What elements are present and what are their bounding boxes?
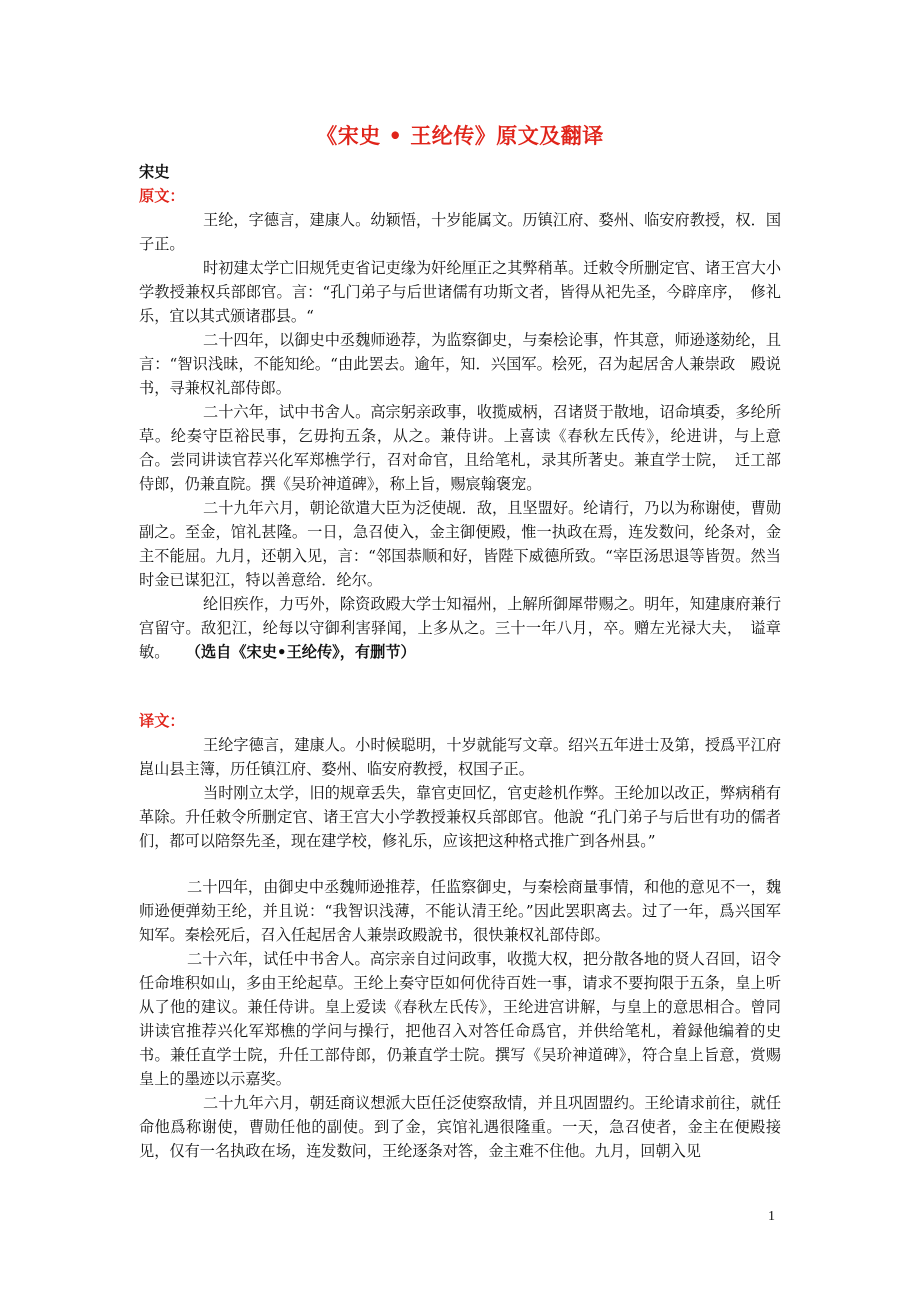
document-body bbox=[139, 160, 797, 1163]
original-paragraph-text: 纶旧疾作，力丐外，除资政殿大学士知福州，上解所御犀带赐之。明年，知建康府兼行宫留守。敌犯江，纶每以守御利害驿闻，上多从之。三十一年八月，卒。赠左光禄大夫， 谥章敏。 bbox=[139, 595, 781, 661]
page-number: 1 bbox=[768, 1209, 775, 1224]
original-paragraph: 王纶，字德言，建康人。幼颖悟，十岁能属文。历镇江府、婺州、临安府教授，权．国子正。 bbox=[139, 211, 781, 253]
original-paragraph: 二十九年六月，朝论欲遣大臣为泛使觇．敌，且坚盟好。纶请行，乃以为称谢使，曹勋 副之。至金，馆礼甚隆。一日，急召使入，金主御便殿，惟一执政在焉，连发数问，纶条对，金主不能屈。九月，还朝入见，言：“邻国恭顺和好，皆陛下威德所致。“宰臣汤思退等皆贺。然当时金已谋犯江，特以善意给．纶尔。 bbox=[139, 499, 797, 589]
translation-paragraph: 二十四年，由御史中丞魏师逊推荐，任监察御史，与秦桧商量事情，和他的意见不一，魏师逊便弹劾王纶，并且说：“我智识浅薄，不能认清王纶。”因此罢职离去。过了一年，爲兴国军知军。秦桧死后，召入任起居舍人兼崇政殿說书，很快兼权礼部侍郎。 bbox=[139, 878, 781, 944]
translation-paragraph: 二十六年，试任中书舍人。高宗亲自过问政事，收揽大权，把分散各地的贤人召回，诏令任命堆积如山，多由王纶起草。王纶上奏守臣如何优待百姓一事，请求不要拘限于五条，皇上听从了他的建议。兼任侍讲。皇上爱读《春秋左氏传》，王纶进宫讲解，与皇上的意思相合。曾同讲读官推荐兴化军郑樵的学问与操行，把他召入对答任命爲官，并供给笔札，着録他编着的史书。兼任直学士院，升任工部侍郎，仍兼直学士院。撰写《吴玠神道碑》，符合皇上旨意，赏赐皇上的墨迹以示嘉奖。 bbox=[139, 950, 781, 1088]
original-text bbox=[139, 208, 797, 664]
page-title: 《宋史 • 王纶传》原文及翻译 bbox=[316, 123, 604, 148]
original-paragraph: 二十六年，试中书舍人。高宗躬亲政事，收揽威柄，召诸贤于散地，诏命填委，多纶所草。纶奏守臣裕民事，乞毋拘五条，从之。兼侍讲。上喜读《春秋左氏传》，纶进讲，与上意合。尝同讲读官荐兴化军郑樵学行，召对命官，且给笔札，录其所著史。兼直学士院， 迁工部侍郎，仍兼直院。撰《吴玠神道碑》，称上旨，赐宸翰褒宠。 bbox=[139, 403, 781, 493]
spacer bbox=[139, 853, 781, 875]
translation-paragraph: 王纶字德言，建康人。小时候聪明，十岁就能写文章。绍兴五年进士及第，授爲平江府崑山县主簿，历任镇江府、婺州、临安府教授，权国子正。 bbox=[139, 736, 781, 778]
translation-label: 译文： bbox=[139, 712, 185, 730]
book-label: 宋史 bbox=[139, 163, 170, 181]
original-paragraph: 二十四年，以御史中丞魏师逊荐，为监察御史，与秦桧论事，忤其意，师逊遂劾纶，且言：“智识浅昧，不能知纶。“由此罢去。逾年，知．兴国军。桧死，召为起居舍人兼崇政 殿说书，寻兼权礼部侍郎。 bbox=[139, 331, 781, 397]
original-paragraph: 时初建太学亡旧规凭吏省记吏缘为奸纶厘正之其弊稍革。迁敕令所删定官、诸王宫大小学教授兼权兵部郎官。言：“孔门弟子与后世诸儒有功斯文者，皆得从祀先圣，今辟庠序， 修礼乐，宜以其式颁诸郡县。“ bbox=[139, 259, 781, 325]
translation-paragraph: 当时刚立太学，旧的规章丢失，靠官吏回忆，官吏趁机作弊。王纶加以改正，弊病稍有革除。升任敕令所删定官、诸王宫大小学教授兼权兵部郎官。他說 “孔门弟子与后世有功的儒者们，都可以陪祭先圣，现在建学校，修礼乐，应该把这种格式推广到各州县。” bbox=[139, 784, 781, 850]
source-note: （选自《宋史•王纶传》，有删节） bbox=[193, 643, 416, 661]
original-paragraph bbox=[139, 592, 781, 664]
translation-text bbox=[139, 733, 781, 1163]
translation-paragraph: 二十九年六月，朝廷商议想派大臣任泛使察敌情，并且巩固盟约。王纶请求前往，就任命他爲称谢使，曹勋任他的副使。到了金，宾馆礼遇很隆重。一天，急召使者，金主在便殿接见，仅有一名执政在场，连发数问，王纶逐条对答，金主难不住他。九月，回朝入见 bbox=[139, 1094, 781, 1160]
original-label: 原文： bbox=[139, 187, 185, 205]
spacer bbox=[139, 664, 781, 709]
